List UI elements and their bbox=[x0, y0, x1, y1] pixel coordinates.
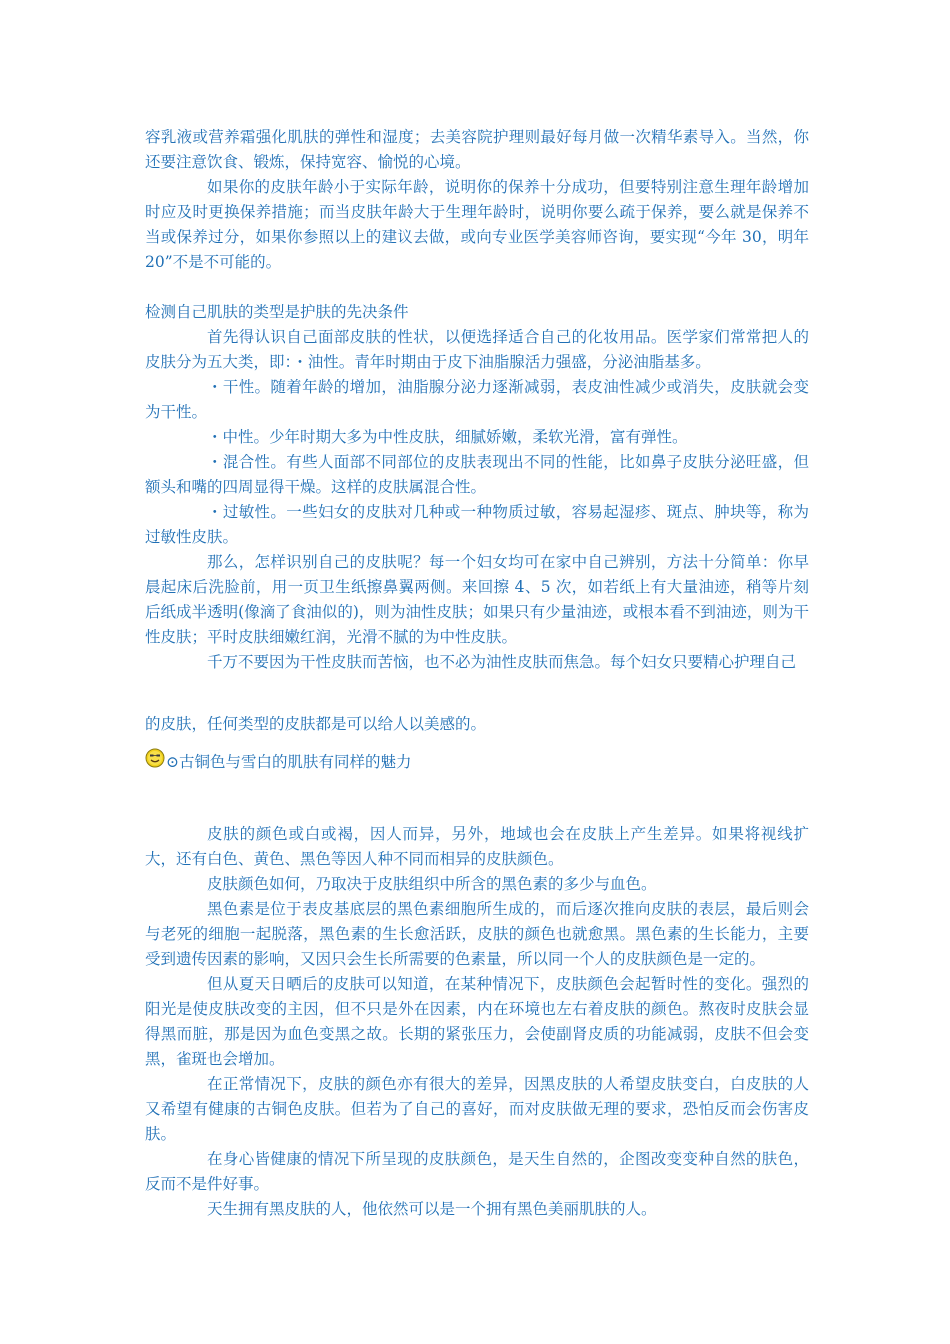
paragraph-skin-color-variety: 皮肤的颜色或白或褐，因人而异，另外，地域也会在皮肤上产生差异。如果将视线扩大，还有白色、黄色、黑色等因人种不同而相异的皮肤颜色。 bbox=[145, 825, 809, 868]
list-item-sensitive-skin: ・过敏性。一些妇女的皮肤对几种或一种物质过敏，容易起湿疹、斑点、肿块等，称为过敏性皮肤。 bbox=[145, 503, 809, 546]
paragraph-identify-skin: 那么，怎样识别自己的皮肤呢？每一个妇女均可在家中自己辨别，方法十分简单：你早晨起床后洗脸前，用一页卫生纸擦鼻翼两侧。来回擦 4、5 次，如若纸上有大量油迹，稍等片刻后纸成半透明(像滴了食油似的)，则为油性皮肤；如果只有少量油迹，或根本看不到油迹，则为干性皮肤；平时皮肤细嫩红润，光滑不腻的为中性皮肤。 bbox=[145, 553, 809, 646]
smiley-face-icon bbox=[145, 748, 165, 768]
paragraph-intro-continuation: 容乳液或营养霜强化肌肤的弹性和湿度；去美容院护理则最好每月做一次精华素导入。当然，你还要注意饮食、锻炼，保持宽容、愉悦的心境。 bbox=[145, 128, 809, 171]
paragraph-melanin-determines: 皮肤颜色如何，乃取决于皮肤组织中所含的黑色素的多少与血色。 bbox=[207, 875, 657, 893]
section-heading-skin-type: 检测自己肌肤的类型是护肤的先决条件 bbox=[145, 303, 409, 321]
paragraph-skin-age: 如果你的皮肤年龄小于实际年龄，说明你的保养十分成功，但要特别注意生理年龄增加时应及时更换保养措施；而当皮肤年龄大于生理年龄时，说明你要么疏于保养，要么就是保养不当或保养过分，如果你参照以上的建议去做，或向专业医学美容师咨询，要实现“今年 30，明年 20”不是不可能的。 bbox=[145, 178, 809, 271]
paragraph-natural-color: 在身心皆健康的情况下所呈现的皮肤颜色，是天生自然的，企图改变变种自然的肤色，反而不是件好事。 bbox=[145, 1150, 809, 1193]
paragraph-dark-skin-beauty: 天生拥有黑皮肤的人，他依然可以是一个拥有黑色美丽肌肤的人。 bbox=[207, 1200, 657, 1218]
paragraph-skin-types-intro: 首先得认识自己面部皮肤的性状，以便选择适合自己的化妆用品。医学家们常常把人的皮肤分为五大类，即：・油性。青年时期由于皮下油脂腺活力强盛，分泌油脂基多。 bbox=[145, 328, 809, 371]
paragraph-summer-sun: 但从夏天日晒后的皮肤可以知道，在某种情况下，皮肤颜色会起暂时性的变化。强烈的阳光是使皮肤改变的主因，但不只是外在因素，内在环境也左右着皮肤的颜色。熬夜时皮肤会显得黑而脏，那是因为血色变黑之故。长期的紧张压力，会使副肾皮质的功能减弱，皮肤不但会变黑，雀斑也会增加。 bbox=[145, 975, 809, 1068]
list-item-dry-skin: ・干性。随着年龄的增加，油脂腺分泌力逐渐减弱，表皮油性减少或消失，皮肤就会变为干性。 bbox=[145, 378, 809, 421]
paragraph-normal-variation: 在正常情况下，皮肤的颜色亦有很大的差异，因黑皮肤的人希望皮肤变白，白皮肤的人又希望有健康的古铜色皮肤。但若为了自己的喜好，而对皮肤做无理的要求，恐怕反而会伤害皮肤。 bbox=[145, 1075, 809, 1143]
paragraph-care-part1: 千万不要因为干性皮肤而苦恼，也不必为油性皮肤而焦急。每个妇女只要精心护理自己 bbox=[207, 653, 797, 671]
paragraph-melanin-process: 黑色素是位于表皮基底层的黑色素细胞所生成的，而后逐次推向皮肤的表层，最后则会与老死的细胞一起脱落，黑色素的生长愈活跃，皮肤的颜色也就愈黑。黑色素的生长能力，主要受到遗传因素的影响，又因只会生长所需要的色素量，所以同一个人的皮肤颜色是一定的。 bbox=[145, 900, 809, 968]
section-heading-skin-color: ⊙古铜色与雪白的肌肤有同样的魅力 bbox=[166, 753, 412, 771]
list-item-normal-skin: ・中性。少年时期大多为中性皮肤，细腻娇嫩，柔软光滑，富有弹性。 bbox=[207, 428, 688, 446]
list-item-combination-skin: ・混合性。有些人面部不同部位的皮肤表现出不同的性能，比如鼻子皮肤分泌旺盛，但额头和嘴的四周显得干燥。这样的皮肤属混合性。 bbox=[145, 453, 809, 496]
paragraph-care-part2: 的皮肤，任何类型的皮肤都是可以给人以美感的。 bbox=[145, 715, 487, 733]
